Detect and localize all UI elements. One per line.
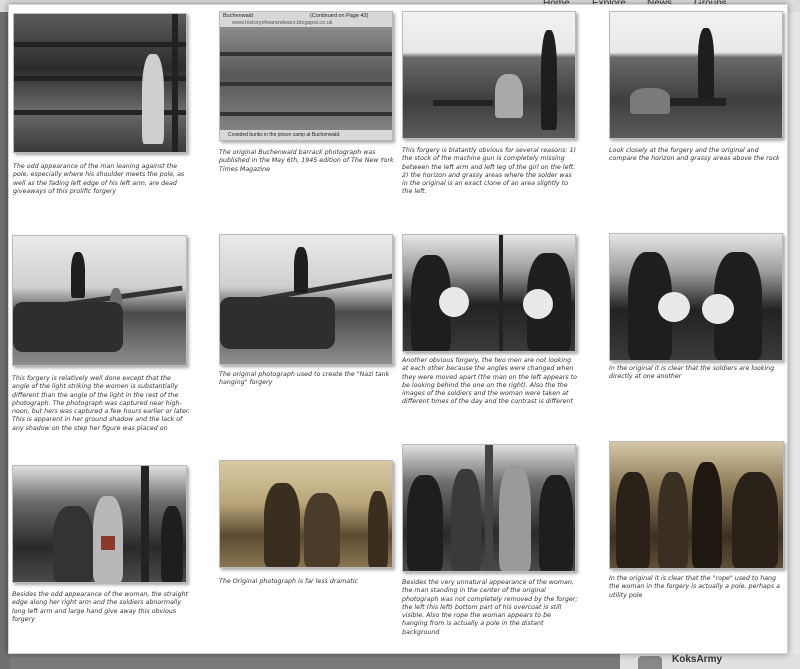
gallery-caption: This forgery is blatantly obvious for several reasons: 1) the stock of the machine gun is completely missing between the left arm and left leg of the girl on the left. 2) the horizon and grassy areas where the solder was in the original is an exact clone of an area slightly to the left. bbox=[402, 147, 576, 196]
gallery-caption: This forgery is relatively well done except that the angle of the light striking the women is substantially different than the angle of the light in the rest of the photograph. The photograph was captured near high-noon, but hers was captured a few hours earlier or later. This is apparent in her ground shadow and the lack of any shadow on the step her figure was placed on bbox=[12, 375, 190, 432]
gallery-photo[interactable] bbox=[402, 444, 576, 572]
image-gallery-panel bbox=[8, 4, 788, 654]
gallery-caption: The original photograph used to create the "Nazi tank hanging" forgery bbox=[219, 371, 390, 387]
gallery-photo[interactable] bbox=[402, 234, 576, 352]
newspaper-header-right: (Continued on Page 42) bbox=[310, 13, 369, 19]
gallery-caption: The Original photograph is far less dramatic bbox=[219, 578, 358, 585]
gallery-caption: The odd appearance of the man leaning against the pole, especially where his shoulder meets the pole, as well as the fading left edge of his left arm, are dead giveaways of this prolific forgery bbox=[13, 163, 185, 195]
gallery-caption: Besides the very unnatural appearance of the woman, the man standing in the center of the original photograph was not completely removed by the forger; the left (his left) bottom part of his overcoat is still visible. Also the rope the woman appears to be hanging from is actually a pole in the distant background bbox=[402, 579, 578, 636]
newspaper-watermark: www.historyofwarandwars.blogspot.co.uk bbox=[232, 20, 333, 26]
avatar bbox=[638, 656, 662, 669]
gallery-photo[interactable] bbox=[12, 235, 187, 366]
newspaper-header-left: Buchenwald bbox=[223, 13, 253, 19]
background-user-bar bbox=[620, 654, 800, 669]
gallery-caption: Look closely at the forgery and the original and compare the horizon and grassy areas above the rock bbox=[609, 147, 780, 163]
gallery-photo[interactable] bbox=[609, 11, 783, 139]
gallery-caption: In the original it is clear that the "rope" used to hang the woman in the forgery is actually a pole, perhaps a utility pole bbox=[609, 575, 780, 599]
gallery-photo[interactable] bbox=[219, 11, 393, 141]
gallery-photo[interactable] bbox=[219, 234, 393, 365]
newspaper-footer: Crowded bunks in the prison camp at Buchenwald. bbox=[228, 132, 341, 138]
gallery-photo[interactable] bbox=[219, 460, 393, 568]
gallery-photo[interactable] bbox=[609, 441, 784, 569]
gallery-photo[interactable] bbox=[609, 233, 783, 361]
background-username[interactable]: KoksArmy bbox=[672, 654, 723, 665]
gallery-photo[interactable] bbox=[402, 11, 576, 139]
gallery-caption: Another obvious forgery, the two men are not looking at each other because the angles were changed when they were moved apart (the man on the left appears to be looking behind the one on the right). Also the the images of the soldiers and the woman were taken at different times of the day and the contrast is different bbox=[402, 357, 577, 406]
gallery-caption: Besides the odd appearance of the woman, the straight edge along her right arm and the soldiers abnormally long left arm and large hand give away this obvious forgery bbox=[12, 591, 189, 623]
gallery-photo[interactable] bbox=[13, 13, 187, 153]
gallery-caption: In the original it is clear that the soldiers are looking directly at one another bbox=[609, 365, 775, 381]
gallery-caption: The original Buchenwald barrack photograph was published in the May 6th, 1945 edition of The New York Times Magazine bbox=[219, 149, 394, 173]
gallery-photo[interactable] bbox=[12, 465, 187, 583]
